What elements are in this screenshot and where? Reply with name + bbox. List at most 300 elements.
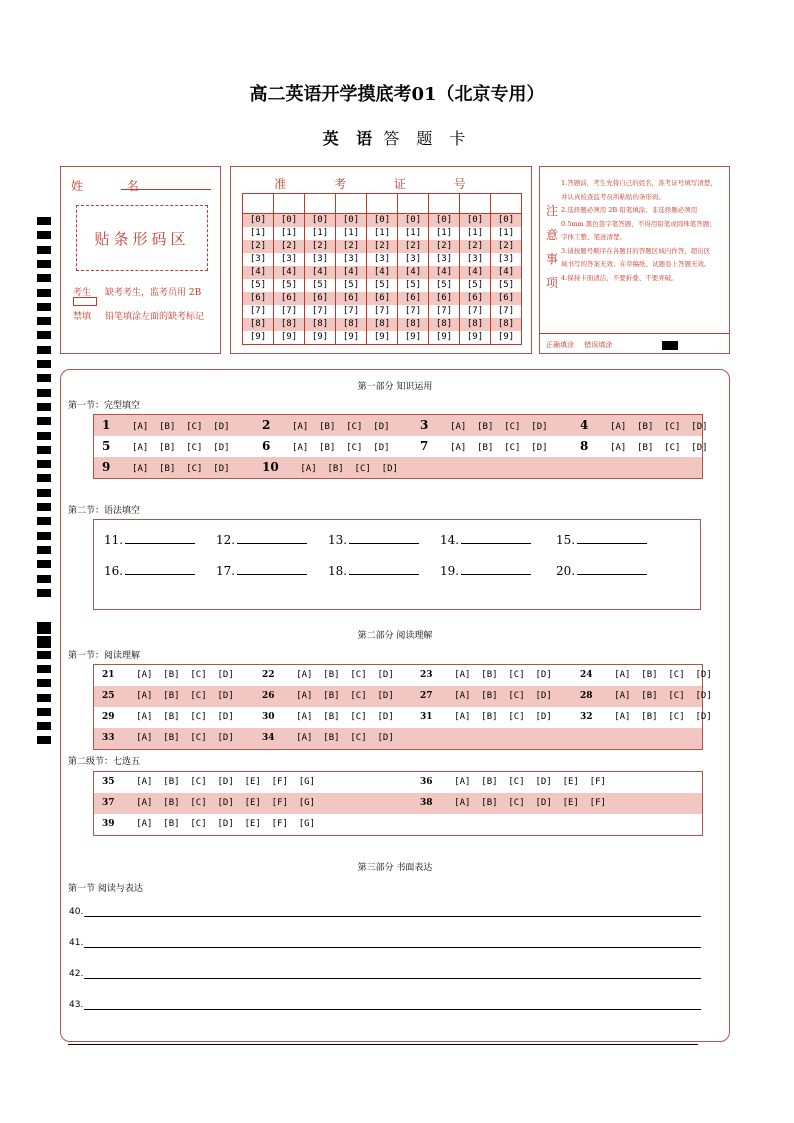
exam-id-bubble[interactable]: [3]	[367, 253, 398, 266]
timing-mark	[37, 560, 51, 568]
exam-id-bubble[interactable]: [3]	[274, 253, 305, 266]
question-8[interactable]	[580, 436, 708, 457]
timing-mark	[37, 503, 51, 511]
question-23[interactable]	[420, 665, 552, 686]
exam-id-bubble[interactable]: [9]	[305, 331, 336, 345]
exam-id-bubble[interactable]: [3]	[336, 253, 367, 266]
timing-mark	[37, 532, 51, 540]
exam-id-bubble[interactable]: [1]	[274, 227, 305, 240]
grammar-blank[interactable]	[216, 533, 307, 547]
question-33[interactable]	[102, 728, 234, 749]
question-27[interactable]	[420, 686, 552, 707]
timing-mark	[37, 446, 51, 454]
timing-mark	[37, 665, 51, 673]
exam-id-bubble-row	[243, 214, 522, 228]
exam-id-digit-box[interactable]	[367, 194, 398, 214]
timing-mark	[37, 346, 51, 354]
answer-options[interactable]: [A] [B] [C] [D]	[278, 464, 398, 474]
exam-id-bubble[interactable]: [8]	[336, 318, 367, 331]
exam-id-bubble[interactable]: [9]	[398, 331, 429, 345]
answer-options[interactable]: [A] [B] [C] [D]	[114, 712, 234, 722]
part2-title: 第二部分 阅读理解	[357, 631, 433, 641]
exam-id-bubble[interactable]: [8]	[274, 318, 305, 331]
exam-id-bubble[interactable]: [9]	[460, 331, 491, 345]
bottom-rule	[68, 1044, 698, 1045]
answer-options[interactable]: [A] [B] [C] [D]	[274, 733, 394, 743]
exam-id-bubble[interactable]: [4]	[243, 266, 274, 279]
exam-id-title: 准 考 证 号	[274, 177, 488, 191]
timing-mark	[37, 622, 51, 634]
exam-id-bubble[interactable]: [1]	[491, 227, 522, 240]
exam-id-bubble[interactable]: [6]	[460, 292, 491, 305]
grammar-blank-number: 11.	[104, 533, 124, 547]
name-label: 姓 名	[71, 179, 159, 193]
answer-row	[94, 665, 712, 686]
answer-options[interactable]: [A] [B] [C] [D]	[110, 464, 230, 474]
grammar-blank-number: 20.	[556, 564, 576, 578]
answer-options[interactable]: [A] [B] [C] [D]	[110, 443, 230, 453]
exam-id-bubble[interactable]: [6]	[491, 292, 522, 305]
question-10[interactable]	[262, 457, 398, 478]
exam-id-bubble[interactable]: [3]	[243, 253, 274, 266]
exam-id-bubble[interactable]: [6]	[367, 292, 398, 305]
notes-line: 1.答题前，考生先将自己的姓名，准考证号填写清楚，	[561, 179, 717, 187]
exam-id-bubble[interactable]: [2]	[398, 240, 429, 253]
timing-mark	[37, 231, 51, 239]
exam-id-digit-box[interactable]	[491, 194, 522, 214]
filled-mark-icon	[662, 341, 678, 350]
timing-mark	[37, 679, 51, 687]
answer-options[interactable]: [A] [B] [C] [D]	[114, 733, 234, 743]
part1-title: 第一部分 知识运用	[357, 382, 433, 392]
exam-id-digit-box[interactable]	[398, 194, 429, 214]
exam-id-bubble[interactable]: [9]	[243, 331, 274, 345]
grammar-blank-number: 13.	[328, 533, 348, 547]
exam-id-bubble[interactable]: [9]	[491, 331, 522, 345]
question-37[interactable]	[102, 793, 315, 814]
question-number: 36	[420, 777, 433, 787]
question-number: 7	[420, 439, 429, 453]
exam-id-bubble-row	[243, 292, 522, 305]
question-number: 35	[102, 777, 115, 787]
timing-mark	[37, 289, 51, 297]
grammar-blank[interactable]	[440, 564, 531, 578]
exam-id-bubble[interactable]: [0]	[305, 214, 336, 228]
page-subtitle	[0, 126, 794, 149]
answer-row	[94, 728, 702, 749]
exam-id-bubble[interactable]: [1]	[460, 227, 491, 240]
question-number: 21	[102, 670, 115, 680]
exam-id-bubble[interactable]: [4]	[460, 266, 491, 279]
writing-line[interactable]	[69, 907, 701, 919]
answer-options[interactable]: [A] [B] [C] [D]	[114, 691, 234, 701]
exam-id-bubble[interactable]: [3]	[305, 253, 336, 266]
subtitle-card: 答 题 卡	[383, 129, 472, 148]
answer-options[interactable]: [A] [B] [C] [D]	[588, 443, 708, 453]
grammar-blank-number: 12.	[216, 533, 236, 547]
grammar-blank-number: 18.	[328, 564, 348, 578]
question-26[interactable]	[262, 686, 394, 707]
timing-mark	[37, 636, 51, 648]
answer-options[interactable]: [A] [B] [C] [D]	[428, 422, 548, 432]
answer-options[interactable]: [A] [B] [C] [D]	[110, 422, 230, 432]
exam-id-bubble[interactable]: [5]	[274, 279, 305, 292]
question-32[interactable]	[580, 707, 712, 728]
exam-id-bubble[interactable]: [3]	[429, 253, 460, 266]
subtitle-subject: 英 语	[322, 129, 379, 148]
grammar-blank[interactable]	[328, 533, 419, 547]
question-3[interactable]	[420, 415, 548, 436]
question-1[interactable]	[102, 415, 230, 436]
grammar-blank-line[interactable]	[577, 534, 647, 544]
exam-id-bubble-row	[243, 279, 522, 292]
exam-id-bubble[interactable]: [4]	[305, 266, 336, 279]
notes-line: 2.选择题必须用 2B 铅笔填涂；非选择题必须用	[561, 206, 698, 214]
question-35[interactable]	[102, 772, 315, 793]
exam-id-bubble[interactable]: [5]	[305, 279, 336, 292]
question-number: 9	[102, 460, 111, 474]
exam-id-bubble[interactable]: [9]	[429, 331, 460, 345]
exam-id-bubble-row	[243, 305, 522, 318]
answer-options[interactable]: [A] [B] [C] [D] [E] [F]	[432, 777, 606, 787]
grammar-blank-number: 17.	[216, 564, 236, 578]
exam-id-bubble[interactable]: [7]	[491, 305, 522, 318]
grammar-blank-number: 16.	[104, 564, 124, 578]
exam-id-bubble[interactable]: [6]	[336, 292, 367, 305]
exam-id-bubble[interactable]: [0]	[367, 214, 398, 228]
timing-mark	[37, 708, 51, 716]
answer-options[interactable]: [A] [B] [C] [D]	[432, 712, 552, 722]
question-number: 37	[102, 798, 115, 808]
exam-id-digit-box[interactable]	[336, 194, 367, 214]
exam-id-bubble[interactable]: [3]	[398, 253, 429, 266]
answer-options[interactable]: [A] [B] [C] [D]	[274, 670, 394, 680]
absent-checkbox[interactable]	[73, 297, 97, 306]
timing-mark	[37, 389, 51, 397]
grammar-blank-number: 14.	[440, 533, 460, 547]
timing-mark	[37, 417, 51, 425]
question-number: 34	[262, 733, 275, 743]
exam-id-bubble[interactable]: [7]	[460, 305, 491, 318]
notes-line: 字体工整、笔迹清楚。	[561, 233, 626, 241]
timing-mark	[37, 374, 51, 382]
grammar-blank[interactable]	[440, 533, 531, 547]
grammar-blank-number: 19.	[440, 564, 460, 578]
exam-id-bubble[interactable]: [7]	[336, 305, 367, 318]
answer-options[interactable]: [A] [B] [C] [D]	[432, 670, 552, 680]
writing-line[interactable]	[69, 1000, 701, 1012]
exam-id-bubble[interactable]: [2]	[274, 240, 305, 253]
exam-id-bubble[interactable]: [6]	[398, 292, 429, 305]
answer-options[interactable]: [A] [B] [C] [D]	[274, 691, 394, 701]
answer-row	[94, 814, 702, 835]
question-number: 25	[102, 691, 115, 701]
notes-text	[561, 177, 727, 285]
question-number: 2	[262, 418, 271, 432]
answer-options[interactable]: [A] [B] [C] [D]	[592, 670, 712, 680]
wrong-fill-label: 错误填涂	[584, 341, 613, 349]
question-2[interactable]	[262, 415, 390, 436]
notes-line: 0.5mm 黑色签字笔答题，不得用铅笔或圆珠笔答题；	[561, 219, 716, 228]
exam-id-bubble[interactable]: [5]	[336, 279, 367, 292]
exam-id-box	[230, 166, 532, 354]
question-number: 32	[580, 712, 593, 722]
grammar-blank[interactable]	[104, 564, 195, 578]
grammar-blank-line[interactable]	[577, 565, 647, 575]
timing-mark	[37, 432, 51, 440]
exam-id-bubble[interactable]: [2]	[336, 240, 367, 253]
page-title: 高二英语开学摸底考01（北京专用）	[249, 84, 545, 105]
answer-options[interactable]: [A] [B] [C] [D]	[270, 422, 390, 432]
exam-id-bubble[interactable]: [2]	[429, 240, 460, 253]
exam-id-bubble[interactable]: [7]	[243, 305, 274, 318]
question-number: 38	[420, 798, 433, 808]
exam-id-bubble[interactable]: [5]	[367, 279, 398, 292]
grammar-blank[interactable]	[556, 533, 647, 547]
exam-id-bubble[interactable]: [7]	[305, 305, 336, 318]
grammar-blank-line[interactable]	[461, 565, 531, 575]
grammar-blank-line[interactable]	[349, 565, 419, 575]
grammar-blank-number: 15.	[556, 533, 576, 547]
answer-row	[94, 686, 712, 707]
exam-id-bubble-row	[243, 240, 522, 253]
writing-rule[interactable]	[84, 947, 701, 948]
exam-id-bubble[interactable]: [8]	[491, 318, 522, 331]
writing-line[interactable]	[69, 938, 701, 950]
timing-mark	[37, 331, 51, 339]
grammar-blank[interactable]	[104, 533, 195, 547]
question-21[interactable]	[102, 665, 234, 686]
exam-id-bubble-row	[243, 331, 522, 345]
writing-rule[interactable]	[84, 978, 701, 979]
writing-rule[interactable]	[84, 1009, 701, 1010]
exam-id-bubble-row	[243, 227, 522, 240]
question-number: 5	[102, 439, 111, 453]
exam-id-bubble[interactable]: [6]	[243, 292, 274, 305]
question-28[interactable]	[580, 686, 712, 707]
exam-id-bubble[interactable]: [5]	[491, 279, 522, 292]
exam-id-digit-box[interactable]	[243, 194, 274, 214]
exam-id-bubble[interactable]: [6]	[274, 292, 305, 305]
answer-options[interactable]: [A] [B] [C] [D]	[432, 691, 552, 701]
grammar-blank-line[interactable]	[349, 534, 419, 544]
question-30[interactable]	[262, 707, 394, 728]
timing-mark	[37, 460, 51, 468]
exam-id-bubble[interactable]: [4]	[367, 266, 398, 279]
exam-id-digit-box[interactable]	[305, 194, 336, 214]
question-number: 33	[102, 733, 115, 743]
exam-id-bubble[interactable]: [8]	[305, 318, 336, 331]
answer-options[interactable]: [A] [B] [C] [D] [E] [F] [G]	[114, 819, 316, 829]
answer-options[interactable]: [A] [B] [C] [D] [E] [F] [G]	[114, 777, 316, 787]
timing-mark	[37, 722, 51, 730]
seven-answer-grid	[93, 771, 703, 836]
exam-id-bubble[interactable]: [2]	[460, 240, 491, 253]
absent-label-bottom: 禁填	[73, 312, 92, 322]
exam-id-bubble[interactable]: [7]	[274, 305, 305, 318]
question-number: 28	[580, 691, 593, 701]
question-number: 31	[420, 712, 433, 722]
question-number: 24	[580, 670, 593, 680]
notes-line: 4.保持卡面清洁，不要折叠、不要弄破。	[561, 273, 678, 282]
timing-mark	[37, 589, 51, 597]
timing-mark	[37, 575, 51, 583]
exam-id-bubble[interactable]: [8]	[398, 318, 429, 331]
timing-mark	[37, 317, 51, 325]
question-31[interactable]	[420, 707, 552, 728]
question-24[interactable]	[580, 665, 712, 686]
exam-id-bubble[interactable]: [8]	[367, 318, 398, 331]
answer-area	[60, 369, 730, 1042]
exam-id-bubble[interactable]: [1]	[305, 227, 336, 240]
answer-row	[94, 772, 702, 793]
absent-note: 铅笔填涂左面的缺考标记	[105, 312, 205, 322]
exam-id-bubble[interactable]: [8]	[429, 318, 460, 331]
notes-line: 3.请按题号顺序在各题目的答题区域内作答，超出区	[561, 246, 711, 255]
question-number: 39	[102, 819, 115, 829]
exam-id-bubble[interactable]: [9]	[274, 331, 305, 345]
exam-id-bubble[interactable]: [7]	[367, 305, 398, 318]
question-number: 23	[420, 670, 433, 680]
exam-id-bubble[interactable]: [4]	[491, 266, 522, 279]
answer-options[interactable]: [A] [B] [C] [D]	[428, 443, 548, 453]
exam-id-bubble[interactable]: [1]	[429, 227, 460, 240]
question-number: 8	[580, 439, 589, 453]
grammar-blank[interactable]	[216, 564, 307, 578]
question-29[interactable]	[102, 707, 234, 728]
exam-id-bubble[interactable]: [1]	[243, 227, 274, 240]
exam-id-digit-box[interactable]	[460, 194, 491, 214]
exam-id-bubble[interactable]: [1]	[398, 227, 429, 240]
writing-line-number: 43.	[69, 1000, 84, 1010]
answer-options[interactable]: [A] [B] [C] [D]	[592, 712, 712, 722]
exam-id-bubble[interactable]: [5]	[429, 279, 460, 292]
exam-id-bubble[interactable]: [3]	[491, 253, 522, 266]
grammar-blank-line[interactable]	[461, 534, 531, 544]
exam-id-bubble[interactable]: [3]	[460, 253, 491, 266]
question-number: 30	[262, 712, 275, 722]
exam-id-bubble[interactable]: [0]	[274, 214, 305, 228]
exam-id-digit-box[interactable]	[429, 194, 460, 214]
question-34[interactable]	[262, 728, 394, 749]
grammar-blank-line[interactable]	[237, 534, 307, 544]
question-39[interactable]	[102, 814, 315, 835]
exam-id-bubble[interactable]: [9]	[367, 331, 398, 345]
writing-line-number: 41.	[69, 938, 84, 948]
exam-id-bubble[interactable]: [6]	[429, 292, 460, 305]
question-5[interactable]	[102, 436, 230, 457]
reading-section-title: 第一节：阅读理解	[68, 651, 141, 661]
exam-id-bubble[interactable]: [9]	[336, 331, 367, 345]
question-7[interactable]	[420, 436, 548, 457]
question-4[interactable]	[580, 415, 708, 436]
grammar-section-title: 第二节：语法填空	[68, 506, 141, 516]
timing-mark	[37, 403, 51, 411]
absent-note: 缺考考生，监考员用 2B	[105, 288, 202, 298]
question-9[interactable]	[102, 457, 230, 478]
answer-options[interactable]: [A] [B] [C] [D]	[588, 422, 708, 432]
exam-id-bubble[interactable]: [4]	[274, 266, 305, 279]
grammar-blank-line[interactable]	[237, 565, 307, 575]
notes-label: 注意事项	[545, 204, 558, 290]
exam-id-bubble[interactable]: [5]	[460, 279, 491, 292]
answer-row	[94, 793, 702, 814]
question-38[interactable]	[420, 793, 606, 814]
absent-label-top: 考生	[73, 288, 92, 298]
timing-mark	[37, 517, 51, 525]
answer-options[interactable]: [A] [B] [C] [D] [E] [F]	[432, 798, 606, 808]
question-number: 6	[262, 439, 271, 453]
timing-mark	[37, 489, 51, 497]
exam-id-bubble[interactable]: [0]	[429, 214, 460, 228]
question-number: 27	[420, 691, 433, 701]
exam-id-bubble[interactable]: [4]	[398, 266, 429, 279]
answer-options[interactable]: [A] [B] [C] [D]	[114, 670, 234, 680]
exam-id-bubble[interactable]: [1]	[367, 227, 398, 240]
answer-options[interactable]: [A] [B] [C] [D] [E] [F] [G]	[114, 798, 316, 808]
timing-mark	[37, 736, 51, 744]
exam-id-bubble[interactable]: [2]	[243, 240, 274, 253]
timing-mark	[37, 474, 51, 482]
reading-answer-grid	[93, 664, 712, 750]
answer-row	[94, 457, 702, 478]
exam-id-bubble[interactable]: [5]	[398, 279, 429, 292]
grammar-blank-line[interactable]	[125, 534, 195, 544]
answer-options[interactable]: [A] [B] [C] [D]	[592, 691, 712, 701]
answer-options[interactable]: [A] [B] [C] [D]	[270, 443, 390, 453]
question-25[interactable]	[102, 686, 234, 707]
question-22[interactable]	[262, 665, 394, 686]
notes-line: 域书写的答案无效；在草稿纸、试题卷上答题无效。	[561, 260, 711, 268]
grammar-blank[interactable]	[556, 564, 647, 578]
timing-mark	[37, 246, 51, 254]
exam-id-bubble[interactable]: [0]	[336, 214, 367, 228]
exam-id-bubble[interactable]: [5]	[243, 279, 274, 292]
exam-id-bubble[interactable]: [1]	[336, 227, 367, 240]
question-36[interactable]	[420, 772, 606, 793]
exam-id-digit-box[interactable]	[274, 194, 305, 214]
exam-id-bubble[interactable]: [4]	[429, 266, 460, 279]
exam-id-bubble[interactable]: [0]	[398, 214, 429, 228]
exam-id-bubble[interactable]: [8]	[243, 318, 274, 331]
exam-id-bubble[interactable]: [0]	[491, 214, 522, 228]
correct-fill-label: 正确填涂	[546, 341, 574, 349]
answer-options[interactable]: [A] [B] [C] [D]	[274, 712, 394, 722]
exam-id-bubble[interactable]: [2]	[367, 240, 398, 253]
exam-id-bubble-row	[243, 253, 522, 266]
exam-id-bubble[interactable]: [4]	[336, 266, 367, 279]
question-6[interactable]	[262, 436, 390, 457]
exam-id-bubble[interactable]: [7]	[429, 305, 460, 318]
exam-id-bubble[interactable]: [0]	[243, 214, 274, 228]
exam-id-bubble[interactable]: [7]	[398, 305, 429, 318]
exam-id-bubble[interactable]: [8]	[460, 318, 491, 331]
exam-id-bubble-row	[243, 318, 522, 331]
exam-id-bubble[interactable]: [0]	[460, 214, 491, 228]
exam-id-write-row	[243, 194, 522, 214]
exam-id-bubble[interactable]: [2]	[491, 240, 522, 253]
exam-id-bubble[interactable]: [6]	[305, 292, 336, 305]
notes-box	[539, 166, 730, 354]
writing-line-number: 40.	[69, 907, 84, 917]
writing-rule[interactable]	[84, 916, 701, 917]
grammar-blank-line[interactable]	[125, 565, 195, 575]
exam-id-bubble[interactable]: [2]	[305, 240, 336, 253]
writing-line[interactable]	[69, 969, 701, 981]
timing-mark	[37, 360, 51, 368]
grammar-blank[interactable]	[328, 564, 419, 578]
name-field[interactable]	[121, 189, 211, 190]
